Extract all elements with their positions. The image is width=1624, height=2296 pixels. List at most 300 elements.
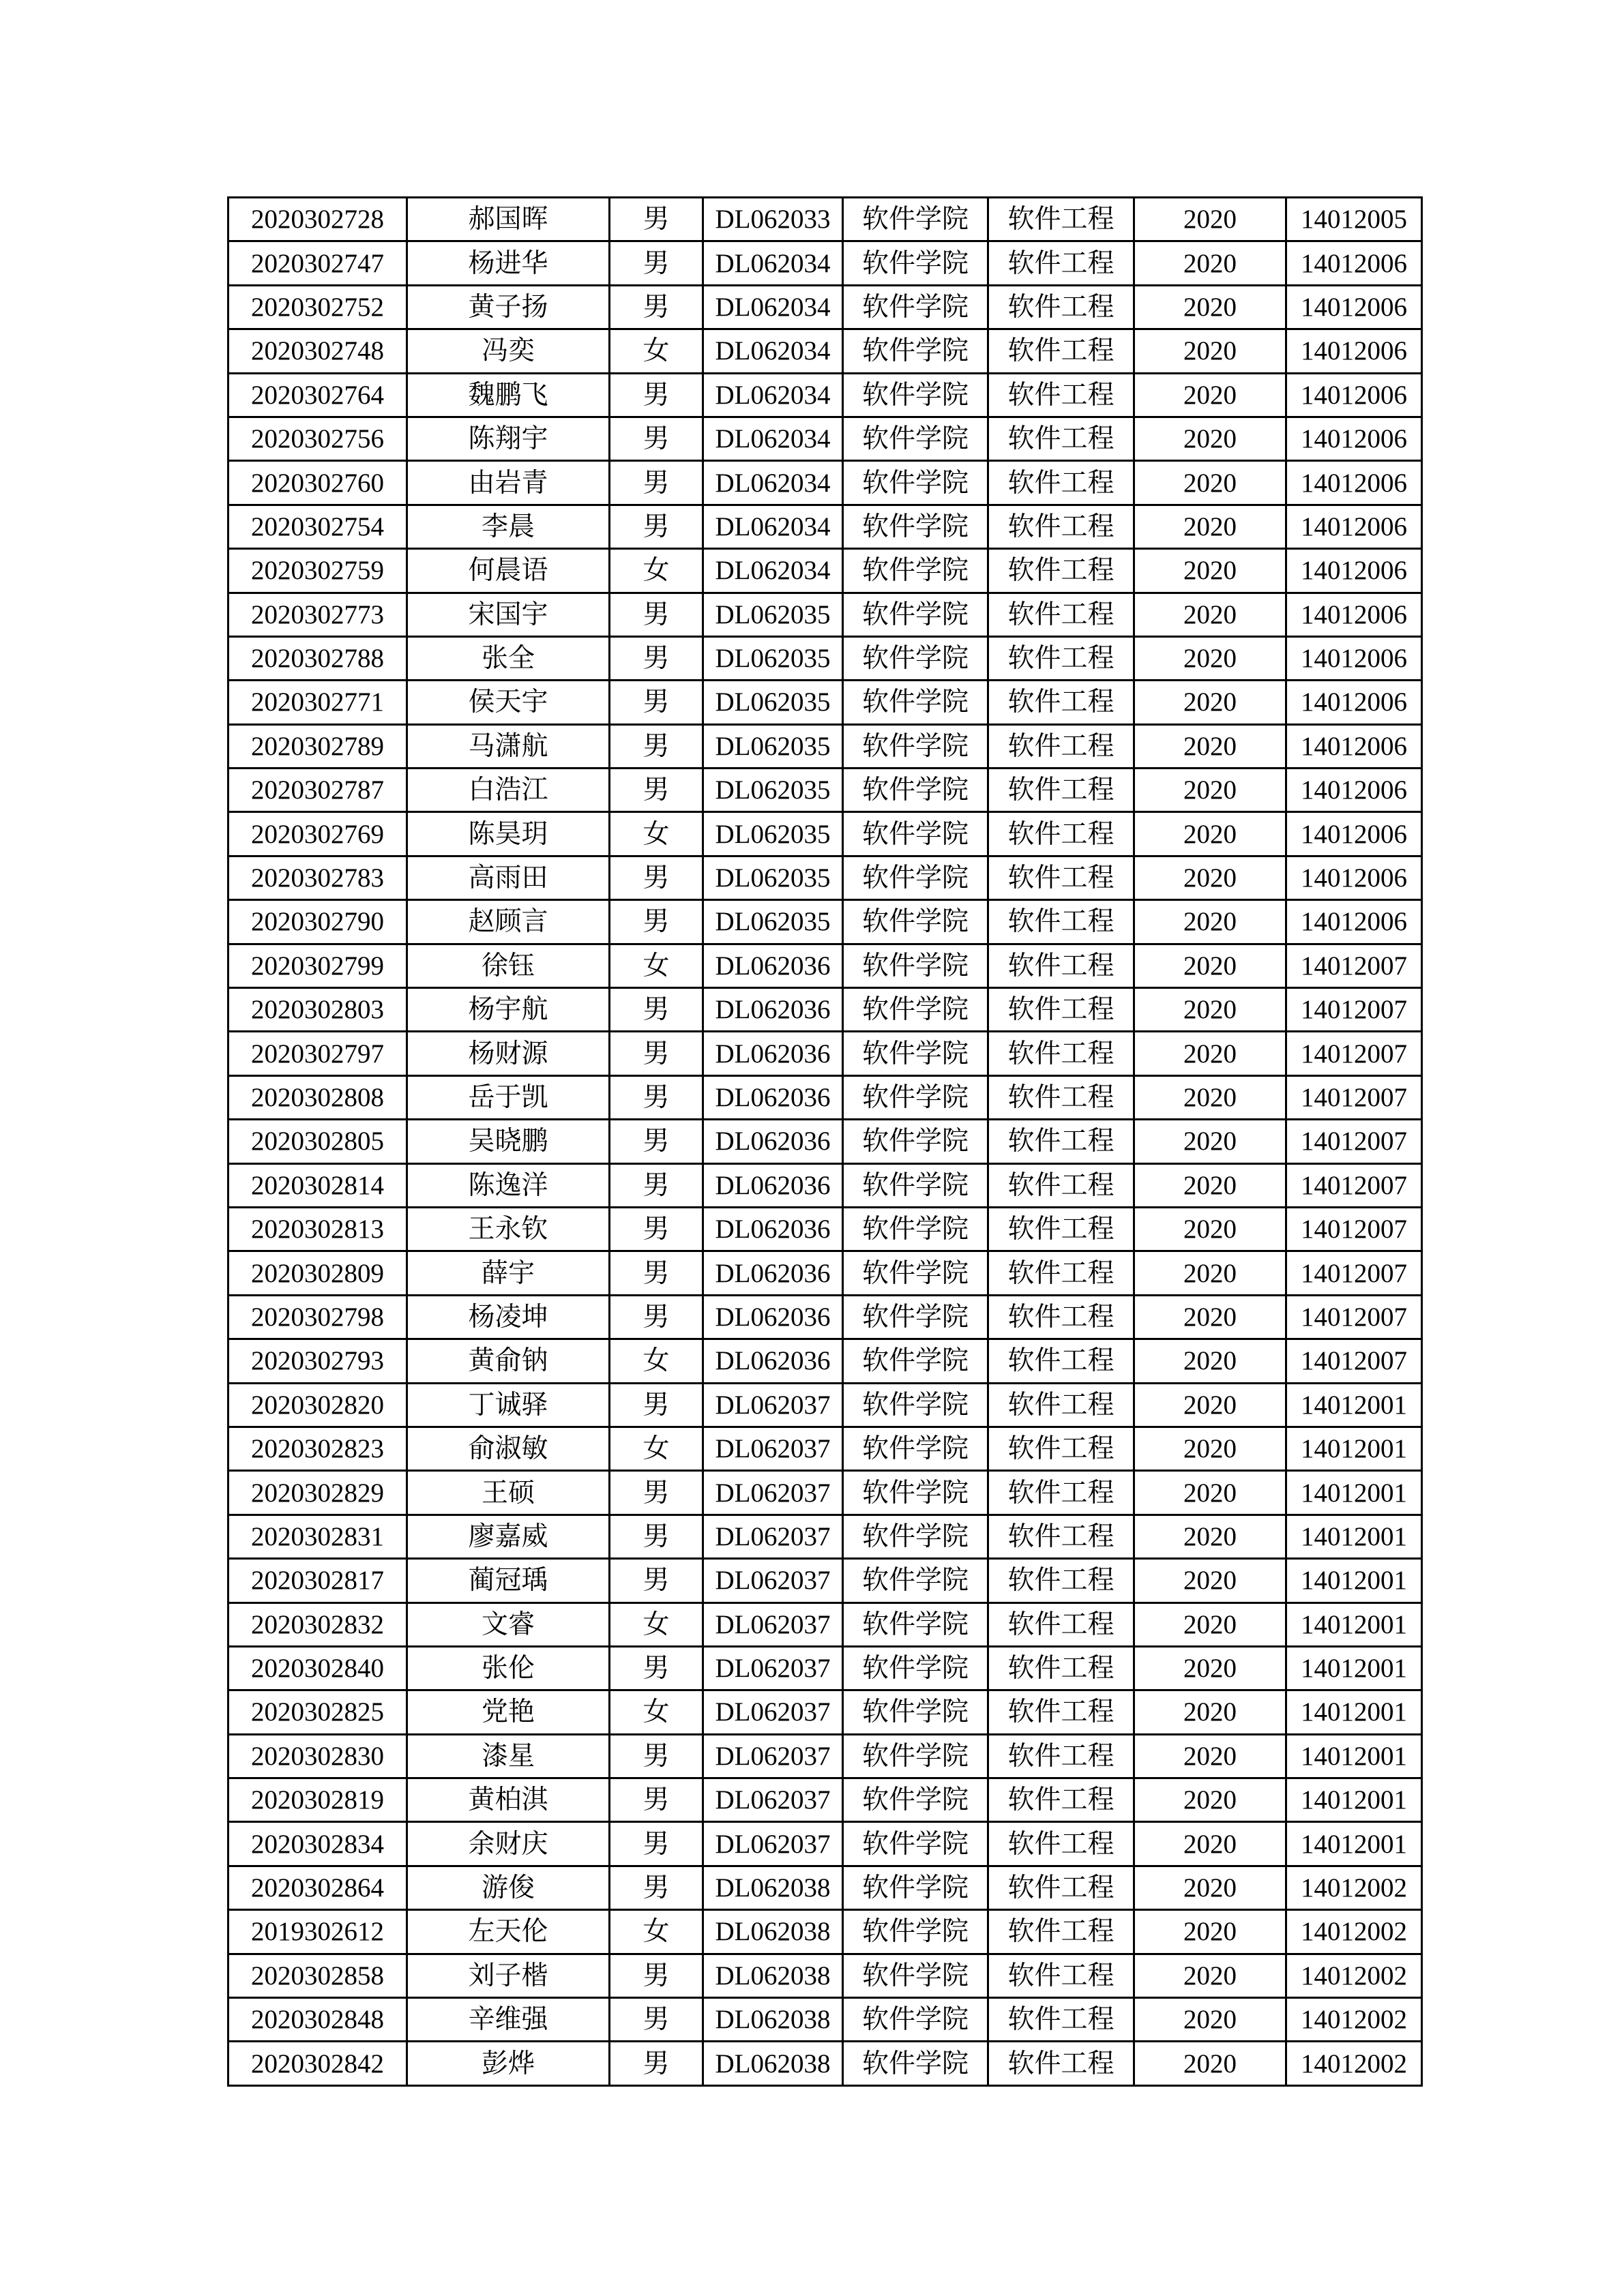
table-cell-college: 软件学院	[843, 1646, 988, 1690]
table-cell-class_code: DL062037	[703, 1734, 843, 1778]
table-cell-grade_year: 2020	[1134, 812, 1286, 856]
table-cell-major_class_code: 14012002	[1286, 1954, 1422, 1997]
table-row	[228, 373, 1422, 417]
table-cell-college: 软件学院	[843, 1602, 988, 1646]
table-cell-student_id: 2020302748	[228, 329, 407, 373]
table-cell-grade_year: 2020	[1134, 198, 1286, 241]
table-cell-grade_year: 2020	[1134, 549, 1286, 593]
table-row	[228, 1646, 1422, 1690]
table-cell-college: 软件学院	[843, 1866, 988, 1909]
table-cell-grade_year: 2020	[1134, 241, 1286, 285]
table-cell-college: 软件学院	[843, 1339, 988, 1383]
table-row	[228, 505, 1422, 548]
table-cell-college: 软件学院	[843, 1251, 988, 1295]
table-cell-major_class_code: 14012006	[1286, 373, 1422, 417]
table-cell-major_class_code: 14012002	[1286, 2042, 1422, 2085]
table-cell-student_id: 2020302813	[228, 1207, 407, 1251]
table-cell-major_class_code: 14012005	[1286, 198, 1422, 241]
table-cell-name: 吴晓鹏	[407, 1120, 610, 1163]
table-cell-class_code: DL062036	[703, 944, 843, 987]
table-cell-college: 软件学院	[843, 724, 988, 768]
table-cell-grade_year: 2020	[1134, 1251, 1286, 1295]
table-cell-gender: 男	[610, 769, 703, 812]
table-cell-college: 软件学院	[843, 1734, 988, 1778]
table-cell-class_code: DL062035	[703, 900, 843, 944]
table-cell-name: 彭烨	[407, 2042, 610, 2085]
table-row	[228, 593, 1422, 636]
table-cell-name: 辛维强	[407, 1998, 610, 2042]
table-row	[228, 1559, 1422, 1602]
table-cell-grade_year: 2020	[1134, 1602, 1286, 1646]
table-row	[228, 724, 1422, 768]
table-cell-grade_year: 2020	[1134, 1778, 1286, 1822]
table-cell-student_id: 2020302747	[228, 241, 407, 285]
table-cell-class_code: DL062034	[703, 549, 843, 593]
table-cell-name: 王硕	[407, 1471, 610, 1515]
table-cell-class_code: DL062034	[703, 241, 843, 285]
table-cell-grade_year: 2020	[1134, 1075, 1286, 1119]
table-row	[228, 549, 1422, 593]
table-cell-major: 软件工程	[988, 461, 1134, 505]
table-cell-student_id: 2020302809	[228, 1251, 407, 1295]
table-cell-name: 赵顾言	[407, 900, 610, 944]
table-row	[228, 1251, 1422, 1295]
table-cell-major: 软件工程	[988, 1075, 1134, 1119]
table-cell-major: 软件工程	[988, 1602, 1134, 1646]
table-cell-class_code: DL062035	[703, 593, 843, 636]
table-cell-major_class_code: 14012001	[1286, 1734, 1422, 1778]
table-cell-major_class_code: 14012001	[1286, 1471, 1422, 1515]
table-cell-grade_year: 2020	[1134, 461, 1286, 505]
table-row	[228, 856, 1422, 899]
table-cell-major_class_code: 14012001	[1286, 1515, 1422, 1558]
table-cell-gender: 男	[610, 1120, 703, 1163]
table-cell-name: 黄子扬	[407, 285, 610, 329]
table-cell-major: 软件工程	[988, 769, 1134, 812]
table-cell-student_id: 2020302830	[228, 1734, 407, 1778]
table-cell-student_id: 2020302789	[228, 724, 407, 768]
table-cell-gender: 男	[610, 505, 703, 548]
table-row	[228, 944, 1422, 987]
table-cell-gender: 男	[610, 1954, 703, 1997]
table-cell-major_class_code: 14012007	[1286, 988, 1422, 1032]
table-cell-college: 软件学院	[843, 900, 988, 944]
table-cell-college: 软件学院	[843, 285, 988, 329]
table-cell-college: 软件学院	[843, 1295, 988, 1339]
table-cell-grade_year: 2020	[1134, 856, 1286, 899]
table-row	[228, 1163, 1422, 1207]
table-row	[228, 329, 1422, 373]
table-row	[228, 1822, 1422, 1866]
student-roster-table	[227, 196, 1423, 2087]
table-cell-gender: 男	[610, 1646, 703, 1690]
table-cell-college: 软件学院	[843, 1559, 988, 1602]
table-cell-gender: 男	[610, 1471, 703, 1515]
student-roster-body	[228, 198, 1422, 2086]
table-cell-college: 软件学院	[843, 549, 988, 593]
table-cell-major: 软件工程	[988, 1251, 1134, 1295]
table-cell-student_id: 2020302787	[228, 769, 407, 812]
table-cell-name: 侯天宇	[407, 681, 610, 724]
table-cell-class_code: DL062035	[703, 636, 843, 680]
table-cell-major: 软件工程	[988, 812, 1134, 856]
table-cell-college: 软件学院	[843, 1075, 988, 1119]
table-row	[228, 1427, 1422, 1470]
table-cell-major_class_code: 14012006	[1286, 900, 1422, 944]
table-cell-student_id: 2020302805	[228, 1120, 407, 1163]
table-cell-student_id: 2020302864	[228, 1866, 407, 1909]
table-cell-major: 软件工程	[988, 593, 1134, 636]
table-cell-gender: 男	[610, 198, 703, 241]
table-cell-student_id: 2020302832	[228, 1602, 407, 1646]
table-cell-class_code: DL062035	[703, 724, 843, 768]
table-cell-gender: 男	[610, 636, 703, 680]
table-cell-grade_year: 2020	[1134, 1295, 1286, 1339]
table-cell-major: 软件工程	[988, 856, 1134, 899]
table-cell-class_code: DL062038	[703, 1910, 843, 1954]
table-cell-name: 宋国宇	[407, 593, 610, 636]
table-cell-major: 软件工程	[988, 549, 1134, 593]
table-cell-major_class_code: 14012006	[1286, 856, 1422, 899]
table-cell-college: 软件学院	[843, 1471, 988, 1515]
table-cell-gender: 男	[610, 1295, 703, 1339]
table-cell-major_class_code: 14012001	[1286, 1690, 1422, 1734]
table-cell-major: 软件工程	[988, 373, 1134, 417]
table-cell-major: 软件工程	[988, 1822, 1134, 1866]
table-cell-major_class_code: 14012002	[1286, 1910, 1422, 1954]
table-cell-college: 软件学院	[843, 1427, 988, 1470]
table-cell-student_id: 2020302799	[228, 944, 407, 987]
table-cell-college: 软件学院	[843, 505, 988, 548]
table-cell-gender: 男	[610, 681, 703, 724]
table-cell-gender: 女	[610, 1427, 703, 1470]
table-cell-grade_year: 2020	[1134, 329, 1286, 373]
table-cell-student_id: 2020302840	[228, 1646, 407, 1690]
table-cell-name: 漆星	[407, 1734, 610, 1778]
table-cell-college: 软件学院	[843, 1163, 988, 1207]
table-cell-college: 软件学院	[843, 769, 988, 812]
table-cell-major_class_code: 14012006	[1286, 505, 1422, 548]
table-cell-college: 软件学院	[843, 1690, 988, 1734]
table-row	[228, 1954, 1422, 1997]
table-cell-gender: 男	[610, 593, 703, 636]
table-cell-name: 白浩江	[407, 769, 610, 812]
table-row	[228, 241, 1422, 285]
table-cell-class_code: DL062036	[703, 1251, 843, 1295]
table-cell-student_id: 2019302612	[228, 1910, 407, 1954]
table-cell-college: 软件学院	[843, 241, 988, 285]
table-cell-major_class_code: 14012006	[1286, 285, 1422, 329]
table-cell-class_code: DL062037	[703, 1602, 843, 1646]
table-cell-major: 软件工程	[988, 1207, 1134, 1251]
table-cell-major_class_code: 14012007	[1286, 944, 1422, 987]
table-cell-name: 魏鹏飞	[407, 373, 610, 417]
table-cell-college: 软件学院	[843, 812, 988, 856]
table-cell-class_code: DL062038	[703, 1954, 843, 1997]
table-cell-major: 软件工程	[988, 1910, 1134, 1954]
table-cell-name: 李晨	[407, 505, 610, 548]
table-cell-gender: 男	[610, 1383, 703, 1427]
table-cell-student_id: 2020302769	[228, 812, 407, 856]
table-cell-student_id: 2020302842	[228, 2042, 407, 2085]
table-cell-gender: 男	[610, 856, 703, 899]
table-cell-gender: 男	[610, 373, 703, 417]
table-cell-name: 俞淑敏	[407, 1427, 610, 1470]
table-cell-student_id: 2020302829	[228, 1471, 407, 1515]
table-cell-major_class_code: 14012006	[1286, 724, 1422, 768]
table-row	[228, 1075, 1422, 1119]
table-cell-name: 文睿	[407, 1602, 610, 1646]
table-row	[228, 1032, 1422, 1075]
table-cell-major: 软件工程	[988, 1734, 1134, 1778]
table-cell-major_class_code: 14012006	[1286, 461, 1422, 505]
table-cell-major_class_code: 14012007	[1286, 1163, 1422, 1207]
table-cell-class_code: DL062034	[703, 461, 843, 505]
table-cell-name: 黄柏淇	[407, 1778, 610, 1822]
table-cell-major_class_code: 14012006	[1286, 329, 1422, 373]
table-cell-major: 软件工程	[988, 1559, 1134, 1602]
table-cell-grade_year: 2020	[1134, 1471, 1286, 1515]
table-cell-student_id: 2020302820	[228, 1383, 407, 1427]
table-cell-grade_year: 2020	[1134, 373, 1286, 417]
table-cell-gender: 女	[610, 1339, 703, 1383]
table-cell-class_code: DL062035	[703, 681, 843, 724]
table-cell-major: 软件工程	[988, 1646, 1134, 1690]
table-cell-class_code: DL062035	[703, 856, 843, 899]
table-cell-student_id: 2020302797	[228, 1032, 407, 1075]
table-cell-name: 廖嘉威	[407, 1515, 610, 1558]
table-cell-major_class_code: 14012007	[1286, 1032, 1422, 1075]
table-cell-major: 软件工程	[988, 1120, 1134, 1163]
table-cell-gender: 男	[610, 1515, 703, 1558]
table-cell-major: 软件工程	[988, 1954, 1134, 1997]
table-cell-college: 软件学院	[843, 1778, 988, 1822]
table-cell-gender: 女	[610, 549, 703, 593]
table-cell-grade_year: 2020	[1134, 285, 1286, 329]
table-cell-student_id: 2020302823	[228, 1427, 407, 1470]
table-row	[228, 417, 1422, 460]
table-cell-major_class_code: 14012006	[1286, 241, 1422, 285]
table-cell-grade_year: 2020	[1134, 1734, 1286, 1778]
table-cell-college: 软件学院	[843, 1910, 988, 1954]
table-row	[228, 1207, 1422, 1251]
table-cell-major: 软件工程	[988, 417, 1134, 460]
table-cell-gender: 男	[610, 1822, 703, 1866]
table-cell-college: 软件学院	[843, 1383, 988, 1427]
table-cell-major_class_code: 14012007	[1286, 1339, 1422, 1383]
table-cell-major_class_code: 14012006	[1286, 769, 1422, 812]
table-cell-grade_year: 2020	[1134, 505, 1286, 548]
table-row	[228, 1778, 1422, 1822]
table-row	[228, 1602, 1422, 1646]
table-cell-class_code: DL062034	[703, 329, 843, 373]
table-cell-grade_year: 2020	[1134, 1910, 1286, 1954]
table-cell-student_id: 2020302798	[228, 1295, 407, 1339]
table-cell-college: 软件学院	[843, 373, 988, 417]
table-cell-name: 黄俞钠	[407, 1339, 610, 1383]
table-cell-class_code: DL062037	[703, 1822, 843, 1866]
table-cell-student_id: 2020302803	[228, 988, 407, 1032]
table-cell-major_class_code: 14012001	[1286, 1778, 1422, 1822]
table-row	[228, 681, 1422, 724]
table-cell-class_code: DL062036	[703, 988, 843, 1032]
table-cell-name: 党艳	[407, 1690, 610, 1734]
table-cell-name: 张伦	[407, 1646, 610, 1690]
table-cell-major: 软件工程	[988, 900, 1134, 944]
table-cell-major_class_code: 14012007	[1286, 1075, 1422, 1119]
table-cell-name: 由岩青	[407, 461, 610, 505]
table-cell-student_id: 2020302773	[228, 593, 407, 636]
table-cell-gender: 男	[610, 1163, 703, 1207]
table-cell-major: 软件工程	[988, 2042, 1134, 2085]
table-cell-major_class_code: 14012001	[1286, 1822, 1422, 1866]
table-row	[228, 1383, 1422, 1427]
table-cell-student_id: 2020302728	[228, 198, 407, 241]
table-cell-class_code: DL062034	[703, 417, 843, 460]
table-cell-gender: 女	[610, 1690, 703, 1734]
table-row	[228, 461, 1422, 505]
table-cell-grade_year: 2020	[1134, 988, 1286, 1032]
table-cell-name: 陈逸洋	[407, 1163, 610, 1207]
table-cell-student_id: 2020302760	[228, 461, 407, 505]
table-cell-major: 软件工程	[988, 1866, 1134, 1909]
table-cell-major_class_code: 14012001	[1286, 1383, 1422, 1427]
table-cell-name: 丁诚驿	[407, 1383, 610, 1427]
table-cell-major: 软件工程	[988, 1339, 1134, 1383]
table-cell-class_code: DL062038	[703, 2042, 843, 2085]
table-cell-major_class_code: 14012006	[1286, 549, 1422, 593]
table-cell-gender: 女	[610, 1602, 703, 1646]
table-cell-name: 薛宇	[407, 1251, 610, 1295]
table-cell-major: 软件工程	[988, 724, 1134, 768]
table-cell-name: 杨财源	[407, 1032, 610, 1075]
table-cell-class_code: DL062035	[703, 812, 843, 856]
table-cell-student_id: 2020302834	[228, 1822, 407, 1866]
table-cell-major_class_code: 14012006	[1286, 636, 1422, 680]
table-cell-college: 软件学院	[843, 329, 988, 373]
table-cell-major: 软件工程	[988, 1515, 1134, 1558]
table-cell-class_code: DL062037	[703, 1646, 843, 1690]
table-cell-major: 软件工程	[988, 1163, 1134, 1207]
table-cell-major_class_code: 14012001	[1286, 1427, 1422, 1470]
table-cell-gender: 男	[610, 1734, 703, 1778]
table-cell-grade_year: 2020	[1134, 1646, 1286, 1690]
table-cell-college: 软件学院	[843, 1515, 988, 1558]
table-cell-college: 软件学院	[843, 1207, 988, 1251]
table-row	[228, 198, 1422, 241]
table-cell-grade_year: 2020	[1134, 1427, 1286, 1470]
table-cell-class_code: DL062036	[703, 1207, 843, 1251]
table-cell-student_id: 2020302752	[228, 285, 407, 329]
table-cell-class_code: DL062035	[703, 769, 843, 812]
table-row	[228, 1998, 1422, 2042]
table-cell-major_class_code: 14012007	[1286, 1251, 1422, 1295]
table-cell-student_id: 2020302825	[228, 1690, 407, 1734]
table-cell-name: 余财庆	[407, 1822, 610, 1866]
table-cell-grade_year: 2020	[1134, 1822, 1286, 1866]
table-cell-gender: 男	[610, 1866, 703, 1909]
table-cell-major: 软件工程	[988, 681, 1134, 724]
table-cell-class_code: DL062034	[703, 285, 843, 329]
table-cell-major: 软件工程	[988, 198, 1134, 241]
table-cell-college: 软件学院	[843, 944, 988, 987]
table-cell-major_class_code: 14012007	[1286, 1207, 1422, 1251]
table-cell-major_class_code: 14012007	[1286, 1120, 1422, 1163]
table-row	[228, 1515, 1422, 1558]
table-cell-student_id: 2020302756	[228, 417, 407, 460]
table-cell-major: 软件工程	[988, 1690, 1134, 1734]
table-cell-gender: 男	[610, 1075, 703, 1119]
table-row	[228, 1690, 1422, 1734]
table-cell-gender: 男	[610, 724, 703, 768]
table-cell-grade_year: 2020	[1134, 900, 1286, 944]
table-cell-student_id: 2020302759	[228, 549, 407, 593]
table-cell-gender: 男	[610, 1251, 703, 1295]
table-cell-college: 软件学院	[843, 856, 988, 899]
table-cell-class_code: DL062037	[703, 1471, 843, 1515]
table-cell-major: 软件工程	[988, 1032, 1134, 1075]
table-cell-grade_year: 2020	[1134, 417, 1286, 460]
table-cell-major: 软件工程	[988, 1778, 1134, 1822]
table-cell-gender: 女	[610, 812, 703, 856]
table-cell-major: 软件工程	[988, 1471, 1134, 1515]
table-cell-name: 陈翔宇	[407, 417, 610, 460]
table-cell-student_id: 2020302788	[228, 636, 407, 680]
table-cell-class_code: DL062036	[703, 1339, 843, 1383]
table-cell-grade_year: 2020	[1134, 1515, 1286, 1558]
table-cell-class_code: DL062034	[703, 373, 843, 417]
table-cell-name: 游俊	[407, 1866, 610, 1909]
table-cell-student_id: 2020302819	[228, 1778, 407, 1822]
table-cell-grade_year: 2020	[1134, 1339, 1286, 1383]
table-cell-major: 软件工程	[988, 329, 1134, 373]
table-row	[228, 769, 1422, 812]
table-row	[228, 1120, 1422, 1163]
table-cell-college: 软件学院	[843, 198, 988, 241]
table-cell-major_class_code: 14012006	[1286, 681, 1422, 724]
table-cell-major_class_code: 14012001	[1286, 1646, 1422, 1690]
table-cell-student_id: 2020302783	[228, 856, 407, 899]
table-row	[228, 2042, 1422, 2085]
table-cell-name: 陈昊玥	[407, 812, 610, 856]
table-cell-name: 王永钦	[407, 1207, 610, 1251]
table-cell-name: 张全	[407, 636, 610, 680]
table-cell-college: 软件学院	[843, 1822, 988, 1866]
table-cell-grade_year: 2020	[1134, 1207, 1286, 1251]
table-cell-class_code: DL062038	[703, 1998, 843, 2042]
table-row	[228, 900, 1422, 944]
table-cell-college: 软件学院	[843, 1954, 988, 1997]
table-cell-college: 软件学院	[843, 1998, 988, 2042]
table-cell-major: 软件工程	[988, 988, 1134, 1032]
table-cell-college: 软件学院	[843, 593, 988, 636]
table-cell-gender: 男	[610, 2042, 703, 2085]
table-cell-college: 软件学院	[843, 2042, 988, 2085]
table-cell-student_id: 2020302817	[228, 1559, 407, 1602]
table-cell-grade_year: 2020	[1134, 1163, 1286, 1207]
table-cell-name: 杨凌坤	[407, 1295, 610, 1339]
table-cell-class_code: DL062036	[703, 1120, 843, 1163]
table-row	[228, 1734, 1422, 1778]
table-cell-student_id: 2020302848	[228, 1998, 407, 2042]
table-cell-grade_year: 2020	[1134, 2042, 1286, 2085]
table-row	[228, 1910, 1422, 1954]
table-cell-gender: 男	[610, 1559, 703, 1602]
table-cell-class_code: DL062037	[703, 1427, 843, 1470]
table-cell-class_code: DL062038	[703, 1866, 843, 1909]
table-cell-gender: 男	[610, 1998, 703, 2042]
table-cell-name: 杨进华	[407, 241, 610, 285]
